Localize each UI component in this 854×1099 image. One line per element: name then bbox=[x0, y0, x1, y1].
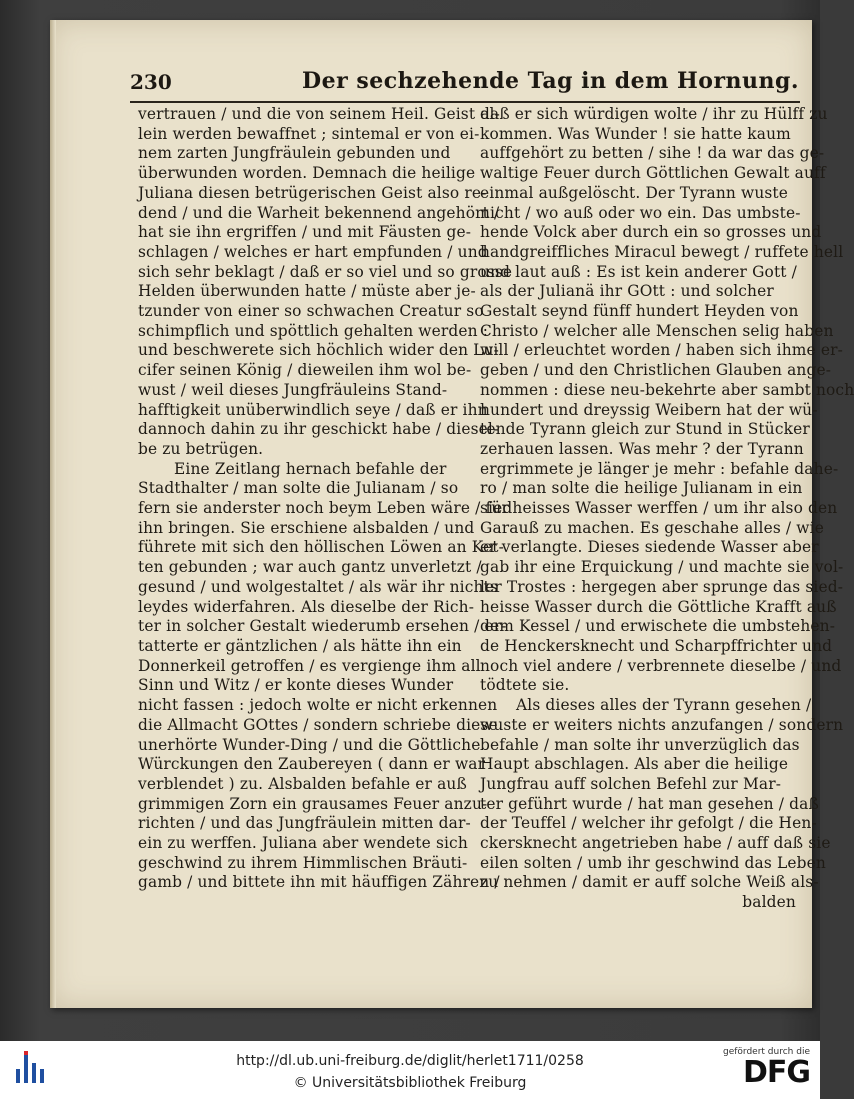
text-line: hat sie ihn ergriffen / und mit Fäusten ge- bbox=[138, 223, 472, 242]
text-line: gab ihr eine Erquickung / und machte sie vol- bbox=[480, 558, 844, 577]
text-line: ein zu werffen. Juliana aber wendete sich bbox=[138, 834, 468, 853]
text-line: ter in solcher Gestalt wiederumb ersehen / er- bbox=[138, 617, 507, 636]
text-line: daß er sich würdigen wolte / ihr zu Hülff zu bbox=[480, 105, 828, 123]
text-line: Haupt abschlagen. Als aber die heilige bbox=[480, 755, 789, 774]
text-line: einmal außgelöscht. Der Tyrann wuste bbox=[480, 183, 789, 202]
text-line: dannoch dahin zu ihr geschickt habe / diesel- bbox=[138, 420, 499, 439]
text-line: waltige Feuer durch Göttlichen Gewalt auff bbox=[480, 164, 826, 183]
text-line: Jungfrau auff solchen Befehl zur Mar- bbox=[480, 774, 782, 793]
text-line: befahle / man solte ihr unverzüglich das bbox=[480, 735, 800, 754]
text-line: Garauß zu machen. Es geschahe alles / wie bbox=[480, 518, 824, 537]
text-line: und laut auß : Es ist kein anderer Gott / bbox=[480, 262, 797, 281]
text-line: Würckungen den Zaubereyen ( dann er war bbox=[138, 755, 486, 774]
text-line: überwunden worden. Demnach die heilige bbox=[138, 164, 476, 183]
text-line: handgreiffliches Miracul bewegt / ruffete hell bbox=[480, 242, 844, 261]
text-line: ergrimmete je länger je mehr : befahle dahe- bbox=[480, 459, 839, 478]
text-line: richten / und das Jungfräulein mitten dar- bbox=[138, 814, 471, 833]
text-line: unerhörte Wunder-Ding / und die Göttliche bbox=[138, 735, 481, 754]
text-line: ter geführt wurde / hat man gesehen / daß bbox=[480, 794, 819, 813]
text-line: zerhauen lassen. Was mehr ? der Tyrann bbox=[480, 439, 804, 458]
text-line: als der Julianä ihr GOtt : und solcher bbox=[480, 282, 774, 301]
text-line: ckersknecht angetrieben habe / auff daß sie bbox=[480, 834, 831, 853]
text-line: und beschwerete sich höchlich wider den Lu- bbox=[138, 341, 499, 360]
text-line: dem Kessel / und erwischete die umbstehen- bbox=[480, 617, 836, 636]
copyright-notice: © Universitätsbibliothek Freiburg bbox=[293, 1075, 527, 1091]
permalink[interactable]: http://dl.ub.uni-freiburg.de/diglit/herlet1711/0258 bbox=[236, 1053, 584, 1069]
text-line: Juliana diesen betrügerischen Geist also re- bbox=[138, 183, 487, 202]
text-line: tzunder von einer so schwachen Creatur so bbox=[138, 302, 484, 321]
dfg-logo-icon: DFG bbox=[742, 1055, 810, 1090]
text-line: sich sehr beklagt / daß er so viel und so grosse bbox=[138, 262, 513, 281]
text-line: hundert und dreyssig Weibern hat der wü- bbox=[480, 400, 818, 419]
text-column-right bbox=[480, 105, 854, 913]
text-line: nommen : diese neu-bekehrte aber sambt noch bbox=[480, 380, 854, 399]
text-line: auffgehört zu betten / sihe ! da war das ge- bbox=[480, 144, 825, 163]
text-line: ro / man solte die heilige Julianam in ein bbox=[480, 479, 803, 498]
text-line: heisse Wasser durch die Göttliche Krafft auß bbox=[480, 597, 837, 616]
text-line: Christo / welcher alle Menschen selig haben bbox=[480, 321, 834, 340]
text-line: geben / und den Christlichen Glauben ange- bbox=[480, 361, 832, 380]
text-line: tende Tyrann gleich zur Stund in Stücker bbox=[480, 420, 810, 439]
text-line: tatterte er gäntzlichen / als hätte ihn ein bbox=[138, 636, 462, 655]
text-line: eilen solten / umb ihr geschwind das Leben bbox=[480, 853, 826, 872]
text-line: kommen. Was Wunder ! sie hatte kaum bbox=[480, 124, 791, 143]
text-line: der Teuffel / welcher ihr gefolgt / die Hen- bbox=[480, 814, 817, 833]
text-line: zu nehmen / damit er auff solche Weiß als- bbox=[480, 873, 819, 892]
text-line: Sinn und Witz / er konte dieses Wunder bbox=[138, 676, 454, 695]
text-line: Stadthalter / man solte die Julianam / so bbox=[138, 479, 459, 498]
text-line: nem zarten Jungfräulein gebunden und bbox=[138, 144, 451, 163]
text-line: wuste er weiters nichts anzufangen / sondern bbox=[480, 715, 844, 734]
funding-text: gefördert durch die bbox=[723, 1047, 810, 1057]
text-line: leydes widerfahren. Als dieselbe der Rich- bbox=[138, 597, 475, 616]
text-line: vertrauen / und die von seinem Heil. Geist al- bbox=[138, 105, 500, 123]
text-line: Eine Zeitlang hernach befahle der bbox=[174, 459, 447, 478]
catchword: balden bbox=[742, 893, 796, 912]
text-line: gamb / und bittete ihn mit häuffigen Zähren / bbox=[138, 873, 500, 892]
page-header bbox=[130, 66, 800, 100]
page-number: 230 bbox=[130, 70, 172, 94]
dfg-logo[interactable] bbox=[718, 1047, 810, 1093]
text-column-left bbox=[138, 105, 513, 893]
text-line: nicht fassen : jedoch wolte er nicht erkennen bbox=[138, 696, 498, 715]
text-line: noch viel andere / verbrennete dieselbe / und bbox=[480, 656, 842, 675]
text-line: Donnerkeil getroffen / es vergienge ihm all bbox=[138, 656, 481, 675]
text-line: wust / weil dieses Jungfräuleins Stand- bbox=[138, 380, 448, 399]
text-line: er verlangte. Dieses siedende Wasser aber bbox=[480, 538, 819, 557]
text-line: Helden überwunden hatte / müste aber je- bbox=[138, 282, 476, 301]
text-line: siedheisses Wasser werffen / um ihr also den bbox=[480, 499, 838, 518]
text-line: de Henckersknecht und Scharpffrichter und bbox=[480, 636, 833, 655]
text-line: gesund / und wolgestaltet / als wär ihr nichts bbox=[138, 577, 498, 596]
text-line: die Allmacht GOttes / sondern schriebe diese bbox=[138, 715, 498, 734]
text-line: cifer seinen König / dieweilen ihm wol be- bbox=[138, 361, 472, 380]
text-line: führete mit sich den höllischen Löwen an Ket- bbox=[138, 538, 504, 557]
text-line: schlagen / welches er hart empfunden / und bbox=[138, 242, 488, 261]
text-line: Gestalt seynd fünff hundert Heyden von bbox=[480, 302, 799, 321]
text-line: hende Volck aber durch ein so grosses und bbox=[480, 223, 822, 242]
text-line: grimmigen Zorn ein grausames Feuer anzu- bbox=[138, 794, 488, 813]
text-line: schimpflich und spöttlich gehalten werden : bbox=[138, 321, 489, 340]
text-line: ler Trostes : hergegen aber sprunge das sied- bbox=[480, 577, 844, 596]
running-title: Der sechzehende Tag in dem Hornung. bbox=[302, 68, 800, 94]
text-line: hafftigkeit unüberwindlich seye / daß er ihn bbox=[138, 400, 488, 419]
page-edge bbox=[50, 20, 56, 1008]
header-rule bbox=[130, 101, 800, 103]
text-line: Als dieses alles der Tyrann gesehen / bbox=[516, 696, 812, 715]
text-line: geschwind zu ihrem Himmlischen Bräuti- bbox=[138, 853, 468, 872]
text-line: lein werden bewaffnet ; sintemal er von ei- bbox=[138, 124, 480, 143]
text-line: verblendet ) zu. Alsbalden befahle er auß bbox=[138, 774, 467, 793]
text-line: tödtete sie. bbox=[480, 676, 570, 695]
text-line: ten gebunden ; war auch gantz unverletzt / bbox=[138, 558, 482, 577]
text-line: fern sie anderster noch beym Leben wäre / für bbox=[138, 499, 509, 518]
text-line: ihn bringen. Sie erschiene alsbalden / und bbox=[138, 518, 475, 537]
footer-bar bbox=[0, 1041, 820, 1099]
text-line: nicht / wo auß oder wo ein. Das umbste- bbox=[480, 203, 801, 222]
text-line: will / erleuchtet worden / haben sich ihme er- bbox=[480, 341, 843, 360]
text-line: dend / und die Warheit bekennend angehört / bbox=[138, 203, 500, 222]
text-line: be zu betrügen. bbox=[138, 439, 264, 458]
